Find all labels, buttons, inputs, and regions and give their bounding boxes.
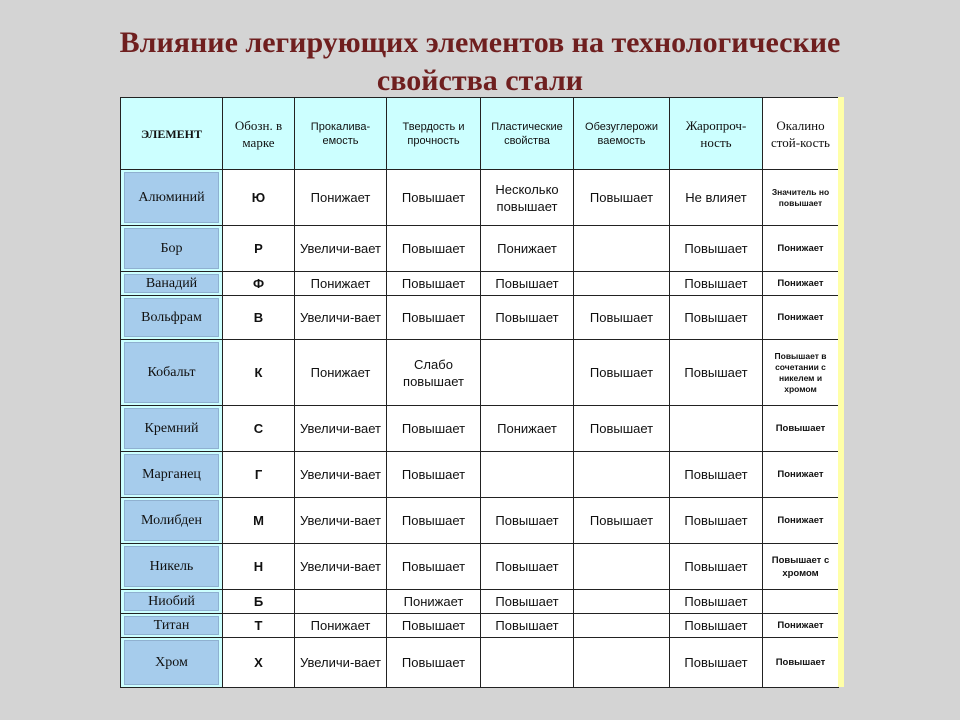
table-row bbox=[121, 498, 839, 544]
cell-heat-resistance: Повышает bbox=[670, 498, 763, 544]
cell-scale-resistance: Значитель но повышает bbox=[763, 170, 839, 226]
cell-plasticity: Повышает bbox=[481, 272, 574, 296]
element-name-label: Бор bbox=[124, 228, 219, 269]
element-name-label: Ниобий bbox=[124, 592, 219, 611]
page-title-line-2: свойства стали bbox=[376, 64, 584, 97]
table-row bbox=[121, 638, 839, 688]
cell-heat-resistance: Повышает bbox=[670, 590, 763, 614]
cell-mark: К bbox=[223, 340, 295, 406]
cell-plasticity: Повышает bbox=[481, 498, 574, 544]
cell-plasticity: Повышает bbox=[481, 590, 574, 614]
cell-mark: Н bbox=[223, 544, 295, 590]
cell-hardenability: Увеличи-вает bbox=[295, 226, 387, 272]
cell-plasticity bbox=[481, 340, 574, 406]
cell-scale-resistance bbox=[763, 590, 839, 614]
cell-plasticity bbox=[481, 452, 574, 498]
cell-decarburization bbox=[574, 452, 670, 498]
table-row bbox=[121, 452, 839, 498]
cell-decarburization bbox=[574, 638, 670, 688]
cell-decarburization bbox=[574, 544, 670, 590]
cell-scale-resistance: Понижает bbox=[763, 272, 839, 296]
cell-heat-resistance: Повышает bbox=[670, 296, 763, 340]
cell-mark: С bbox=[223, 406, 295, 452]
cell-hardness: Слабо повышает bbox=[387, 340, 481, 406]
table-row bbox=[121, 590, 839, 614]
table-row bbox=[121, 544, 839, 590]
cell-hardness: Повышает bbox=[387, 614, 481, 638]
cell-heat-resistance: Повышает bbox=[670, 452, 763, 498]
element-name-label: Вольфрам bbox=[124, 298, 219, 337]
cell-hardenability: Увеличи-вает bbox=[295, 498, 387, 544]
cell-hardenability: Понижает bbox=[295, 614, 387, 638]
table-row bbox=[121, 614, 839, 638]
cell-heat-resistance: Не влияет bbox=[670, 170, 763, 226]
cell-decarburization: Повышает bbox=[574, 406, 670, 452]
page-title bbox=[0, 24, 960, 100]
element-name-label: Никель bbox=[124, 546, 219, 587]
cell-scale-resistance: Понижает bbox=[763, 614, 839, 638]
table-right-edge-strip bbox=[838, 97, 844, 687]
cell-hardenability bbox=[295, 590, 387, 614]
cell-plasticity: Повышает bbox=[481, 296, 574, 340]
cell-decarburization: Повышает bbox=[574, 498, 670, 544]
cell-element bbox=[121, 340, 223, 406]
cell-heat-resistance: Повышает bbox=[670, 638, 763, 688]
cell-mark: В bbox=[223, 296, 295, 340]
cell-heat-resistance: Повышает bbox=[670, 272, 763, 296]
table-row bbox=[121, 296, 839, 340]
element-name-label: Ванадий bbox=[124, 274, 219, 293]
cell-scale-resistance: Повышает в сочетании с никелем и хромом bbox=[763, 340, 839, 406]
header-hardness: Твердость и прочность bbox=[387, 98, 481, 170]
cell-element bbox=[121, 272, 223, 296]
cell-plasticity: Несколько повышает bbox=[481, 170, 574, 226]
cell-mark: Ю bbox=[223, 170, 295, 226]
header-mark: Обозн. в марке bbox=[223, 98, 295, 170]
cell-scale-resistance: Повышает с хромом bbox=[763, 544, 839, 590]
cell-decarburization bbox=[574, 590, 670, 614]
cell-mark: Т bbox=[223, 614, 295, 638]
cell-element bbox=[121, 296, 223, 340]
element-name-label: Кобальт bbox=[124, 342, 219, 403]
cell-mark: Х bbox=[223, 638, 295, 688]
cell-plasticity: Повышает bbox=[481, 544, 574, 590]
table-row bbox=[121, 170, 839, 226]
cell-hardness: Повышает bbox=[387, 272, 481, 296]
element-name-label: Хром bbox=[124, 640, 219, 685]
header-plasticity: Пластические свойства bbox=[481, 98, 574, 170]
cell-scale-resistance: Понижает bbox=[763, 498, 839, 544]
cell-plasticity: Повышает bbox=[481, 614, 574, 638]
cell-hardness: Повышает bbox=[387, 498, 481, 544]
cell-hardenability: Увеличи-вает bbox=[295, 406, 387, 452]
cell-hardenability: Увеличи-вает bbox=[295, 296, 387, 340]
table-row bbox=[121, 226, 839, 272]
table-row bbox=[121, 272, 839, 296]
cell-scale-resistance: Понижает bbox=[763, 296, 839, 340]
alloying-elements-table bbox=[120, 97, 839, 688]
cell-decarburization: Повышает bbox=[574, 296, 670, 340]
cell-element bbox=[121, 498, 223, 544]
cell-hardness: Повышает bbox=[387, 406, 481, 452]
element-name-label: Титан bbox=[124, 616, 219, 635]
cell-mark: Б bbox=[223, 590, 295, 614]
cell-heat-resistance: Повышает bbox=[670, 226, 763, 272]
element-name-label: Молибден bbox=[124, 500, 219, 541]
cell-hardness: Повышает bbox=[387, 544, 481, 590]
cell-hardenability: Понижает bbox=[295, 272, 387, 296]
cell-mark: Р bbox=[223, 226, 295, 272]
cell-hardenability: Увеличи-вает bbox=[295, 638, 387, 688]
cell-scale-resistance: Понижает bbox=[763, 226, 839, 272]
cell-decarburization bbox=[574, 272, 670, 296]
cell-decarburization bbox=[574, 226, 670, 272]
cell-hardenability: Увеличи-вает bbox=[295, 452, 387, 498]
table-header-row bbox=[121, 98, 839, 170]
cell-hardness: Повышает bbox=[387, 226, 481, 272]
header-hardenability: Прокалива-емость bbox=[295, 98, 387, 170]
cell-hardness: Понижает bbox=[387, 590, 481, 614]
cell-hardness: Повышает bbox=[387, 170, 481, 226]
cell-plasticity bbox=[481, 638, 574, 688]
header-decarburization: Обезуглерожи ваемость bbox=[574, 98, 670, 170]
element-name-label: Алюминий bbox=[124, 172, 219, 223]
cell-element bbox=[121, 614, 223, 638]
cell-heat-resistance: Повышает bbox=[670, 544, 763, 590]
cell-hardenability: Увеличи-вает bbox=[295, 544, 387, 590]
cell-scale-resistance: Повышает bbox=[763, 638, 839, 688]
cell-hardenability: Понижает bbox=[295, 340, 387, 406]
cell-hardness: Повышает bbox=[387, 638, 481, 688]
cell-element bbox=[121, 544, 223, 590]
cell-mark: Ф bbox=[223, 272, 295, 296]
table-row bbox=[121, 340, 839, 406]
cell-heat-resistance: Повышает bbox=[670, 340, 763, 406]
cell-mark: М bbox=[223, 498, 295, 544]
cell-plasticity: Понижает bbox=[481, 226, 574, 272]
cell-scale-resistance: Понижает bbox=[763, 452, 839, 498]
cell-heat-resistance: Повышает bbox=[670, 614, 763, 638]
table-row bbox=[121, 406, 839, 452]
header-scale-resistance: Окалино стой-кость bbox=[763, 98, 839, 170]
cell-mark: Г bbox=[223, 452, 295, 498]
cell-element bbox=[121, 170, 223, 226]
table-body bbox=[121, 170, 839, 688]
cell-hardness: Повышает bbox=[387, 452, 481, 498]
cell-decarburization: Повышает bbox=[574, 170, 670, 226]
cell-element bbox=[121, 406, 223, 452]
page-title-line-1: Влияние легирующих элементов на технологические bbox=[119, 26, 841, 59]
cell-element bbox=[121, 452, 223, 498]
cell-element bbox=[121, 590, 223, 614]
cell-heat-resistance bbox=[670, 406, 763, 452]
cell-hardenability: Понижает bbox=[295, 170, 387, 226]
element-name-label: Кремний bbox=[124, 408, 219, 449]
header-heat-resistance: Жаропроч-ность bbox=[670, 98, 763, 170]
cell-element bbox=[121, 638, 223, 688]
alloying-elements-table-container bbox=[120, 97, 840, 687]
cell-decarburization: Повышает bbox=[574, 340, 670, 406]
cell-hardness: Повышает bbox=[387, 296, 481, 340]
cell-scale-resistance: Повышает bbox=[763, 406, 839, 452]
cell-plasticity: Понижает bbox=[481, 406, 574, 452]
cell-decarburization bbox=[574, 614, 670, 638]
element-name-label: Марганец bbox=[124, 454, 219, 495]
cell-element bbox=[121, 226, 223, 272]
header-element: ЭЛЕМЕНТ bbox=[121, 98, 223, 170]
